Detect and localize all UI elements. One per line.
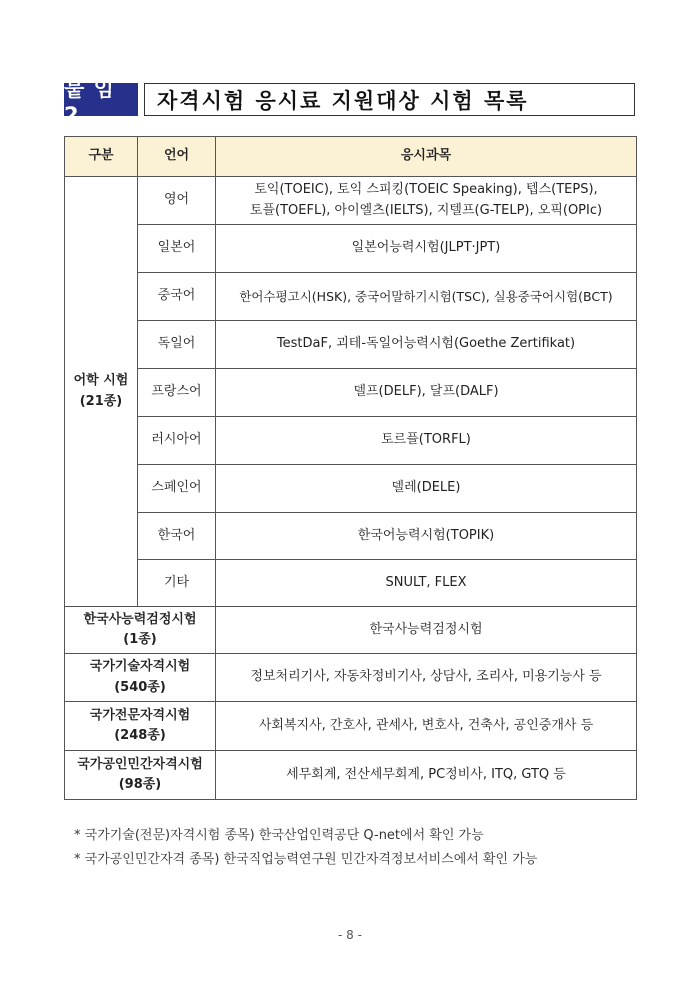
subjects-cell: 정보처리기사, 자동차정비기사, 상담사, 조리사, 미용기능사 등 (216, 654, 637, 702)
subjects-cell: 델레(DELE) (216, 465, 637, 513)
page-title: 자격시험 응시료 지원대상 시험 목록 (144, 83, 635, 116)
table-header-row (65, 137, 637, 177)
language-cell: 일본어 (138, 225, 216, 273)
table-row (65, 607, 637, 654)
language-cell: 영어 (138, 177, 216, 225)
subjects-line: 토플(TOEFL), 아이엘츠(IELTS), 지텔프(G-TELP), 오픽(OPIc) (249, 202, 603, 218)
subjects-cell (216, 177, 637, 225)
category-national-certified-private (65, 751, 216, 800)
table-row (65, 702, 637, 751)
exam-list-table (64, 136, 637, 800)
table-row (65, 560, 637, 607)
table-row (65, 369, 637, 417)
category-count: (540종) (114, 679, 166, 695)
subjects-cell: TestDaF, 괴테-독일어능력시험(Goethe Zertifikat) (216, 321, 637, 369)
footnote: * 국가기술(전문)자격시험 종목) 한국산업인력공단 Q-net에서 확인 가능 (74, 828, 484, 843)
subjects-cell: SNULT, FLEX (216, 560, 637, 607)
category-count: (1종) (123, 632, 157, 647)
subjects-cell: 토르플(TORFL) (216, 417, 637, 465)
table-row (65, 273, 637, 321)
category-count: (21종) (79, 393, 123, 409)
table-row (65, 654, 637, 702)
table-row (65, 177, 637, 225)
language-cell: 한국어 (138, 513, 216, 560)
category-national-professional (65, 702, 216, 751)
footnotes (74, 824, 537, 872)
subjects-line: 토익(TOEIC), 토익 스피킹(TOEIC Speaking), 텝스(TEPS), (254, 182, 598, 198)
table-row (65, 751, 637, 800)
language-cell: 프랑스어 (138, 369, 216, 417)
subjects-cell: 사회복지사, 간호사, 관세사, 변호사, 건축사, 공인중개사 등 (216, 702, 637, 751)
language-cell: 중국어 (138, 273, 216, 321)
category-label: 국가공인민간자격시험 (77, 756, 203, 772)
language-cell: 러시아어 (138, 417, 216, 465)
language-cell: 독일어 (138, 321, 216, 369)
language-cell: 스페인어 (138, 465, 216, 513)
category-label: 국가기술자격시험 (89, 659, 191, 675)
subjects-cell: 세무회계, 전산세무회계, PC정비사, ITQ, GTQ 등 (216, 751, 637, 800)
column-header-language: 언어 (138, 137, 216, 177)
table-row (65, 225, 637, 273)
category-national-technical (65, 654, 216, 702)
table-row (65, 465, 637, 513)
subjects-cell: 한어수평고시(HSK), 중국어말하기시험(TSC), 실용중국어시험(BCT) (216, 273, 637, 321)
subjects-cell: 델프(DELF), 달프(DALF) (216, 369, 637, 417)
page-number: - 8 - (338, 928, 362, 942)
category-count: (248종) (114, 728, 166, 743)
attachment-badge: 붙 임 2 (64, 83, 138, 116)
category-label: 한국사능력검정시험 (83, 611, 197, 627)
table-row (65, 417, 637, 465)
table-row (65, 321, 637, 369)
language-cell: 기타 (138, 560, 216, 607)
category-label: 어학 시험 (73, 373, 129, 389)
table-row (65, 513, 637, 560)
subjects-cell: 한국어능력시험(TOPIK) (216, 513, 637, 560)
category-label: 국가전문자격시험 (89, 707, 191, 723)
category-language-exams (65, 177, 138, 607)
document-title-bar (64, 76, 635, 127)
category-count: (98종) (118, 777, 162, 792)
column-header-category: 구분 (65, 137, 138, 177)
category-korean-history (65, 607, 216, 654)
column-header-subjects: 응시과목 (216, 137, 637, 177)
footnote: * 국가공인민간자격 종목) 한국직업능력연구원 민간자격정보서비스에서 확인 가능 (74, 852, 538, 867)
subjects-cell: 일본어능력시험(JLPT·JPT) (216, 225, 637, 273)
subjects-cell: 한국사능력검정시험 (216, 607, 637, 654)
